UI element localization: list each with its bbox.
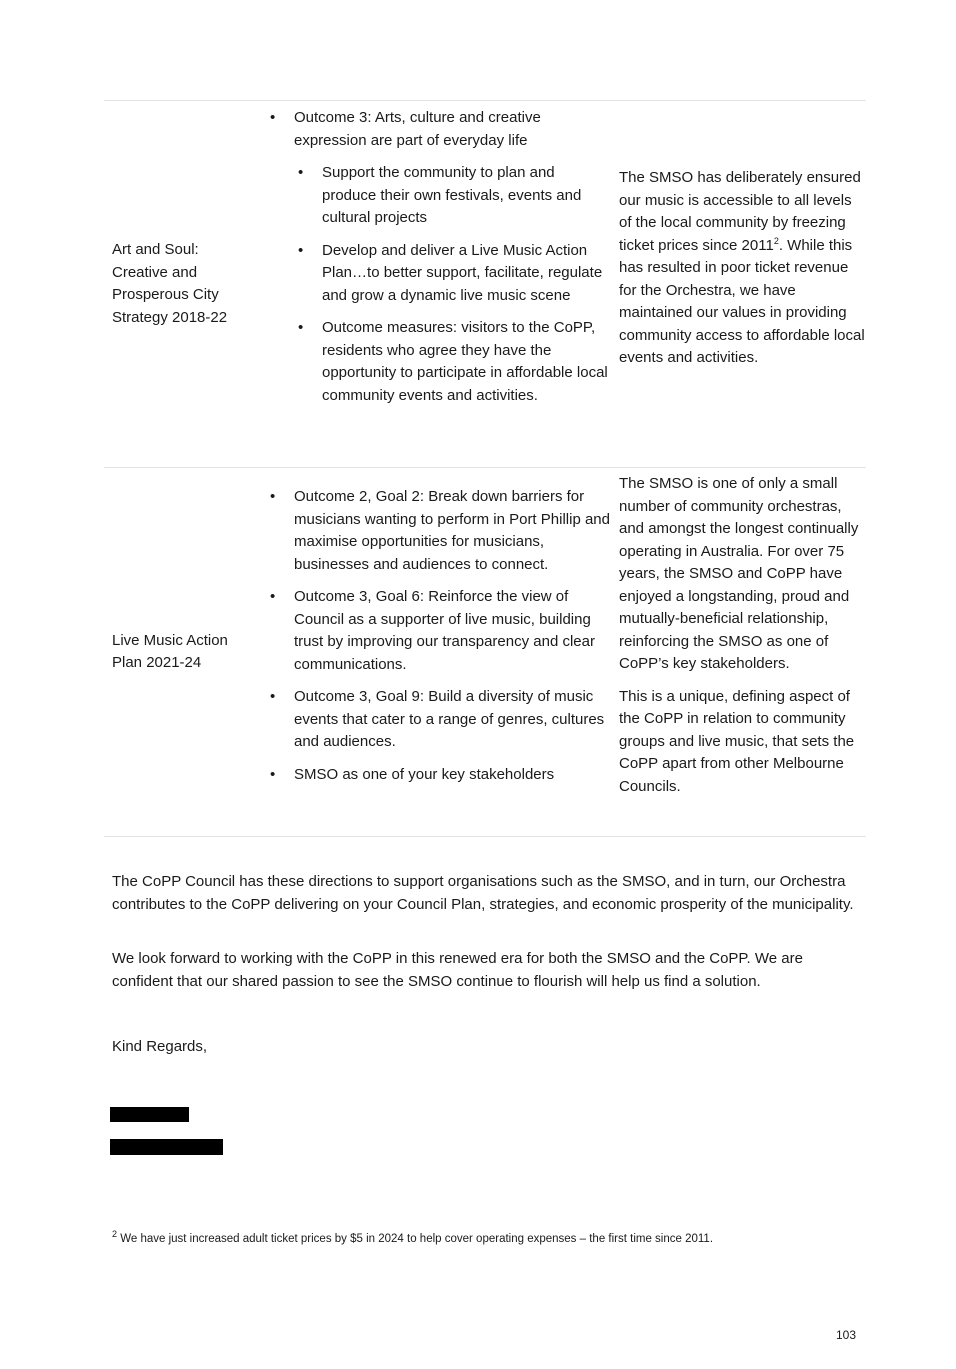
row-note — [611, 468, 866, 836]
footnote-ref: 2 — [773, 235, 779, 246]
redacted-title-block — [110, 1139, 223, 1155]
paragraph: We look forward to working with the CoPP in this renewed era for both the SMSO and the CoPP. We are confident that our shared passion to see the SMSO continue to flourish will help us find a solution. — [112, 950, 803, 990]
redacted-name-block — [110, 1107, 189, 1122]
footnote: $^2$ We have just increased adult ticket prices by $5 in 2024 to help cover operating expenses – the first time since 2011. — [112, 1229, 714, 1245]
paragraph: The CoPP Council has these directions to support organisations such as the SMSO, and in turn, our Orchestra contributes to the CoPP delivering on your Council Plan, strategies, and economic prosperity of the municipality. — [112, 873, 854, 913]
list-item: • Develop and deliver a Live Music Action Plan…to better support, facilitate, regulate and grow a dynamic live music scene — [264, 240, 611, 308]
closing-salutation: Kind Regards, — [112, 1038, 208, 1055]
list-item: • Support the community to plan and produce their own festivals, events and cultural projects — [264, 162, 611, 230]
alignment-table — [104, 100, 866, 837]
row-bullets — [264, 468, 611, 836]
note-text: The SMSO has deliberately ensured our music is accessible to all levels of the local community by freezing ticket prices since 2011$^2$. While this has resulted in poor ticket revenue for the Orchestra, we have maintained our values in providing community access to affordable local events and activities. — [619, 169, 865, 366]
row-label — [104, 468, 264, 836]
footnote-marker: 2 — [112, 1229, 118, 1240]
list-item: • Outcome 3: Arts, culture and creative expression are part of everyday life — [264, 107, 594, 152]
note-text: The SMSO is one of only a small number of community orchestras, and amongst the longest continually operating in Australia. For over 75 years, the SMSO and CoPP have enjoyed a longstanding, proud and mutually-beneficial relationship, reinforcing the SMSO as one of CoPP’s key stakeholders. — [619, 475, 859, 672]
row-bullets — [264, 101, 611, 467]
list-item: • Outcome 3, Goal 9: Build a diversity of music events that cater to a range of genres, cultures and audiences. — [264, 686, 611, 754]
page-number: 103 — [836, 1328, 857, 1342]
list-item: • Outcome 2, Goal 2: Break down barriers for musicians wanting to perform in Port Phillip and maximise opportunities for musicians, businesses and audiences to connect. — [264, 486, 611, 576]
table-row — [104, 100, 866, 467]
note-text: This is a unique, defining aspect of the CoPP in relation to community groups and live music, that sets the CoPP apart from other Melbourne Councils. — [619, 687, 855, 795]
list-item: • SMSO as one of your key stakeholders — [264, 764, 611, 787]
row-note — [611, 101, 866, 467]
row-label — [104, 101, 264, 467]
list-item: • Outcome 3, Goal 6: Reinforce the view of Council as a supporter of live music, building trust by improving our transparency and clear communications. — [264, 586, 611, 676]
table-row — [104, 467, 866, 837]
list-item: • Outcome measures: visitors to the CoPP, residents who agree they have the opportunity to participate in affordable local community events and activities. — [264, 317, 611, 407]
row-label-text: Art and Soul: Creative and Prosperous City Strategy 2018-22 — [112, 241, 228, 326]
row-label-text: Live Music Action Plan 2021-24 — [112, 631, 228, 671]
